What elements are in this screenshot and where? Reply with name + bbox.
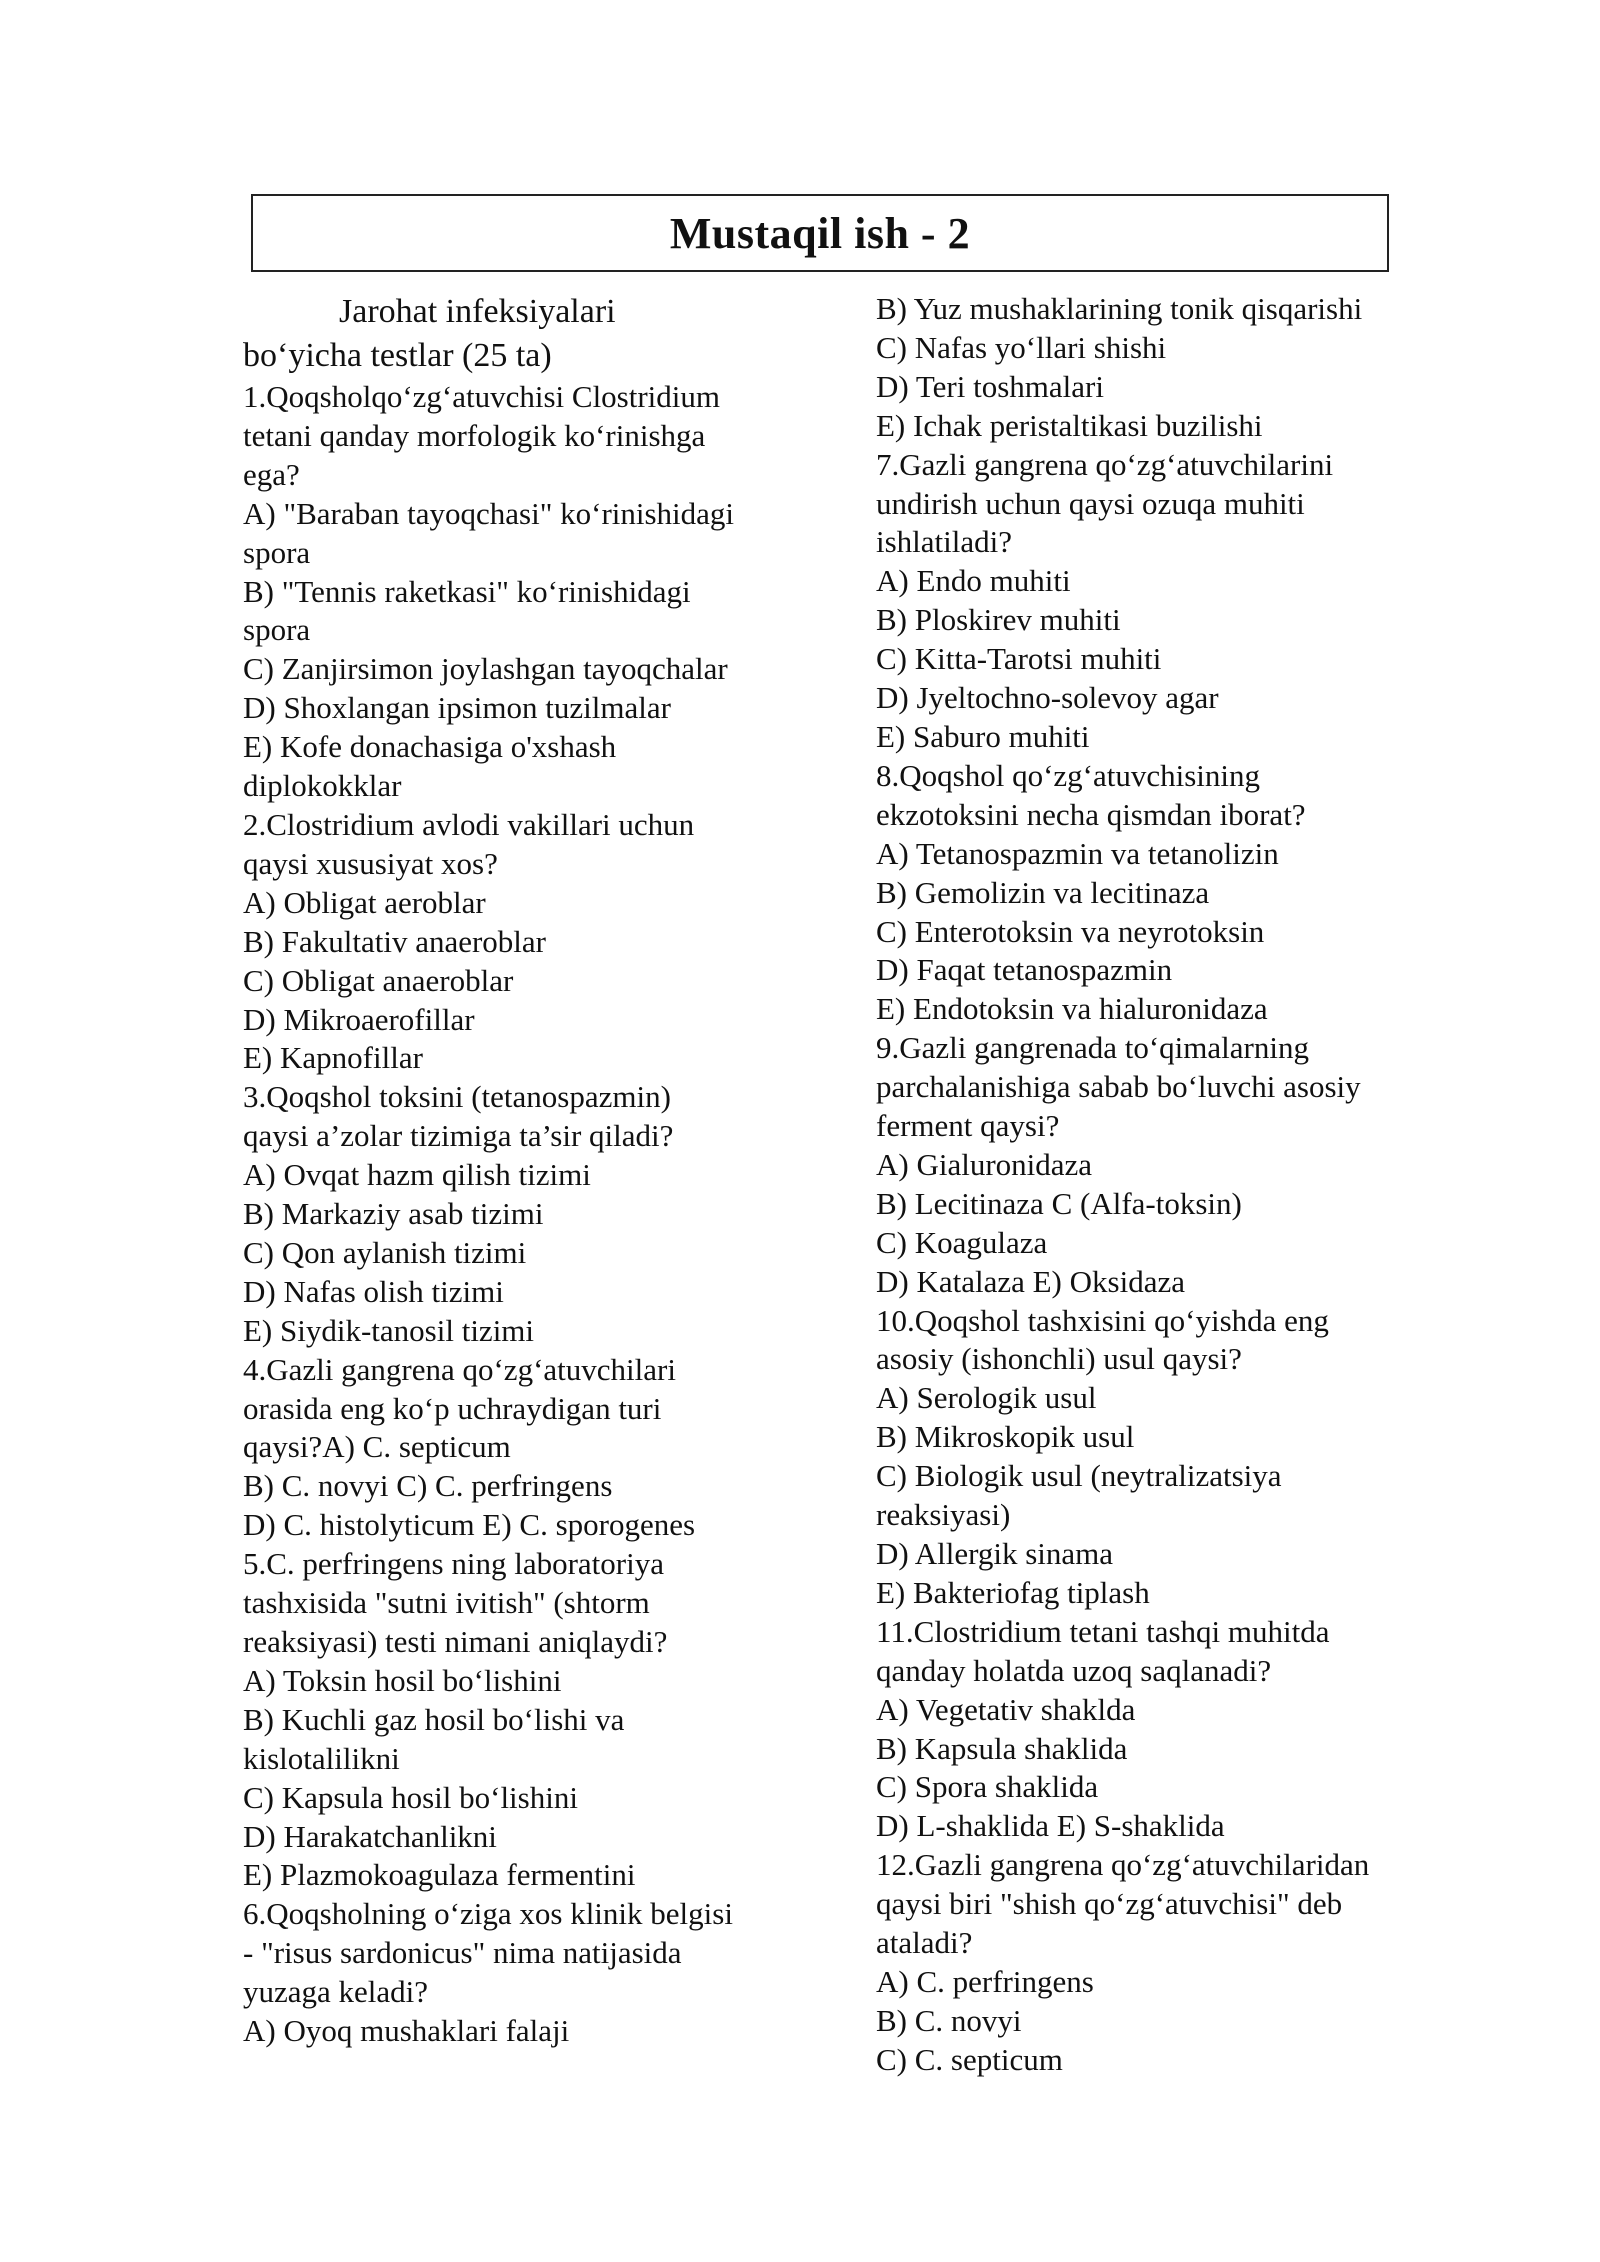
text-line: A) C. perfringens	[876, 1963, 1094, 1999]
text-line: B) Lecitinaza C (Alfa-toksin)	[876, 1185, 1242, 1221]
text-line: C) Obligat anaeroblar	[243, 962, 514, 998]
text-line: C) Koagulaza	[876, 1224, 1048, 1260]
text-line: ishlatiladi?	[876, 524, 1013, 560]
text-line: B) Ploskirev muhiti	[876, 602, 1121, 638]
text-line: A) Gialuronidaza	[876, 1146, 1093, 1182]
text-line: D) C. histolyticum E) C. sporogenes	[243, 1507, 696, 1543]
text-line: tetani qanday morfologik ko‘rinishga	[243, 417, 706, 453]
text-line: B) Markaziy asab tizimi	[243, 1196, 544, 1232]
text-line: D) Jyeltochno-solevoy agar	[876, 680, 1219, 716]
text-line: C) Enterotoksin va neyrotoksin	[876, 913, 1265, 949]
text-line: qaysi xususiyat xos?	[243, 845, 498, 881]
text-line: A) Ovqat hazm qilish tizimi	[243, 1157, 591, 1193]
text-line: qaysi?A) C. septicum	[243, 1429, 511, 1465]
text-line: 9.Gazli gangrenada to‘qimalarning	[876, 1030, 1309, 1066]
right-text-lines	[876, 290, 1436, 2080]
text-line: A) Obligat aeroblar	[243, 884, 486, 920]
text-line: A) Serologik usul	[876, 1380, 1097, 1416]
text-line: C) Zanjirsimon joylashgan tayoqchalar	[243, 651, 728, 687]
text-line: B) C. novyi C) C. perfringens	[243, 1468, 613, 1504]
text-line: B) C. novyi	[876, 2002, 1022, 2038]
text-line: B) Yuz mushaklarining tonik qisqarishi	[876, 291, 1363, 326]
text-line: E) Kapnofillar	[243, 1040, 423, 1076]
text-line: C) Kapsula hosil bo‘lishini	[243, 1779, 578, 1815]
section-heading-line-1: Jarohat infeksiyalari	[339, 293, 616, 330]
text-line: D) Mikroaerofillar	[243, 1001, 475, 1037]
text-line: qaysi a’zolar tizimiga ta’sir qiladi?	[243, 1118, 674, 1154]
text-line: 2.Clostridium avlodi vakillari uchun	[243, 806, 695, 842]
text-line: 3.Qoqshol toksini (tetanospazmin)	[243, 1079, 671, 1115]
text-line: 1.Qoqsholqo‘zg‘atuvchisi Clostridium	[243, 379, 721, 414]
text-line: C) Spora shaklida	[876, 1769, 1099, 1805]
text-line: qanday holatda uzoq saqlanadi?	[876, 1652, 1272, 1688]
text-line: D) Shoxlangan ipsimon tuzilmalar	[243, 690, 671, 726]
text-line: asosiy (ishonchli) usul qaysi?	[876, 1341, 1242, 1377]
text-line: A) Endo muhiti	[876, 563, 1071, 599]
text-line: E) Siydik-tanosil tizimi	[243, 1312, 535, 1348]
page-title: Mustaqil ish - 2	[669, 208, 971, 258]
text-line: D) Katalaza E) Oksidaza	[876, 1263, 1185, 1299]
text-line: E) Ichak peristaltikasi buzilishi	[876, 407, 1263, 443]
text-line: C) Biologik usul (neytralizatsiya	[876, 1458, 1282, 1494]
text-line: parchalanishiga sabab bo‘luvchi asosiy	[876, 1069, 1361, 1105]
text-line: C) Nafas yo‘llari shishi	[876, 329, 1167, 365]
text-line: ataladi?	[876, 1925, 973, 1961]
left-text-lines	[243, 378, 803, 2051]
text-line: B) "Tennis raketkasi" ko‘rinishidagi	[243, 573, 691, 609]
text-line: ekzotoksini necha qismdan iborat?	[876, 796, 1306, 832]
text-line: C) Kitta-Tarotsi muhiti	[876, 641, 1162, 677]
text-line: orasida eng ko‘p uchraydigan turi	[243, 1390, 662, 1426]
text-line: ferment qaysi?	[876, 1108, 1060, 1144]
text-line: 11.Clostridium tetani tashqi muhitda	[876, 1613, 1330, 1649]
text-line: B) Fakultativ anaeroblar	[243, 923, 547, 959]
text-line: A) Tetanospazmin va tetanolizin	[876, 835, 1279, 871]
text-line: kislotalilikni	[243, 1740, 400, 1776]
text-line: diplokokklar	[243, 768, 402, 804]
title-box	[251, 194, 1389, 272]
text-line: tashxisida "sutni ivitish" (shtorm	[243, 1585, 650, 1621]
text-line: D) Allergik sinama	[876, 1536, 1114, 1571]
text-line: yuzaga keladi?	[243, 1974, 429, 2010]
text-line: E) Endotoksin va hialuronidaza	[876, 991, 1268, 1027]
text-line: A) Oyoq mushaklari falaji	[243, 2013, 570, 2049]
text-line: 7.Gazli gangrena qo‘zg‘atuvchilarini	[876, 446, 1334, 482]
text-line: spora	[243, 534, 311, 570]
text-line: D) Faqat tetanospazmin	[876, 952, 1173, 988]
text-line: ega?	[243, 456, 300, 492]
text-line: B) Gemolizin va lecitinaza	[876, 874, 1210, 910]
text-line: 5.C. perfringens ning laboratoriya	[243, 1546, 664, 1582]
text-line: D) Harakatchanlikni	[243, 1818, 497, 1854]
text-line: E) Kofe donachasiga o'xshash	[243, 729, 617, 765]
text-line: A) "Baraban tayoqchasi" ko‘rinishidagi	[243, 495, 735, 531]
text-line: D) L-shaklida E) S-shaklida	[876, 1808, 1225, 1844]
text-line: 8.Qoqshol qo‘zg‘atuvchisining	[876, 757, 1261, 793]
text-line: qaysi biri "shish qo‘zg‘atuvchisi" deb	[876, 1886, 1343, 1922]
text-line: C) Qon aylanish tizimi	[243, 1234, 527, 1270]
left-column	[243, 290, 803, 2051]
text-line: reaksiyasi) testi nimani aniqlaydi?	[243, 1624, 668, 1659]
text-line: B) Kuchli gaz hosil bo‘lishi va	[243, 1701, 625, 1737]
text-line: reaksiyasi)	[876, 1497, 1011, 1533]
text-line: C) C. septicum	[876, 2041, 1063, 2077]
section-heading-line-2: bo‘yicha testlar (25 ta)	[243, 337, 552, 374]
text-line: E) Saburo muhiti	[876, 718, 1090, 754]
text-line: 4.Gazli gangrena qo‘zg‘atuvchilari	[243, 1351, 676, 1387]
text-line: - "risus sardonicus" nima natijasida	[243, 1935, 682, 1971]
text-line: A) Vegetativ shaklda	[876, 1691, 1136, 1727]
text-line: A) Toksin hosil bo‘lishini	[243, 1662, 562, 1698]
text-line: B) Kapsula shaklida	[876, 1730, 1128, 1766]
text-line: 10.Qoqshol tashxisini qo‘yishda eng	[876, 1302, 1329, 1338]
right-column	[876, 290, 1436, 2080]
text-line: 12.Gazli gangrena qo‘zg‘atuvchilaridan	[876, 1847, 1370, 1883]
text-line: D) Nafas olish tizimi	[243, 1273, 504, 1309]
text-line: B) Mikroskopik usul	[876, 1419, 1135, 1455]
text-line: 6.Qoqsholning o‘ziga xos klinik belgisi	[243, 1896, 733, 1932]
text-line: spora	[243, 612, 311, 648]
text-line: D) Teri toshmalari	[876, 368, 1104, 404]
text-line: undirish uchun qaysi ozuqa muhiti	[876, 485, 1305, 521]
text-line: E) Bakteriofag tiplash	[876, 1574, 1150, 1610]
text-line: E) Plazmokoagulaza fermentini	[243, 1857, 636, 1893]
